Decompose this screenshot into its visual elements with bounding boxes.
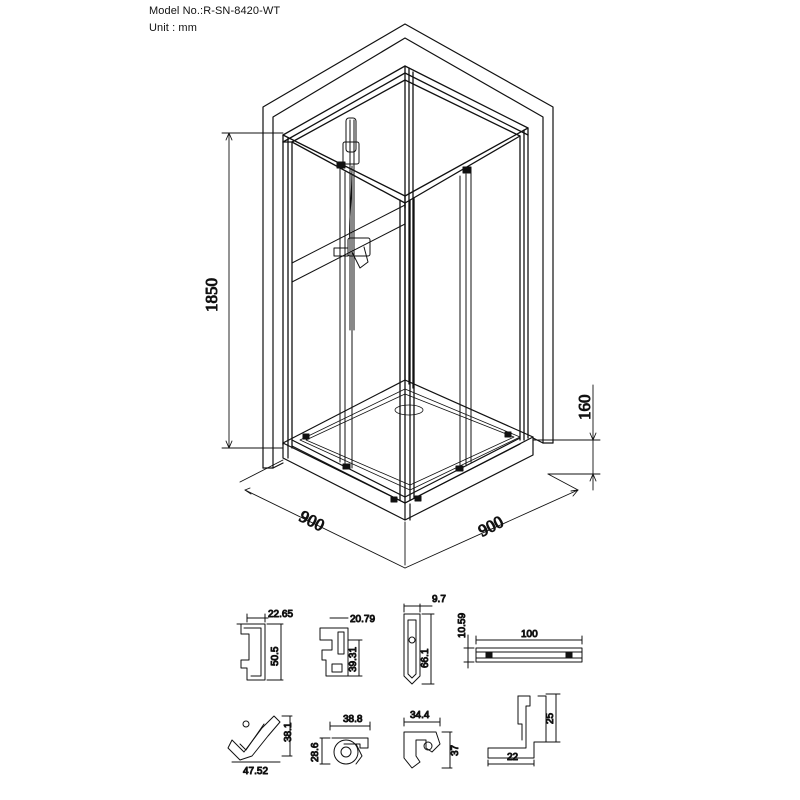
profile-8-dim-b: 22 (507, 752, 519, 763)
profile-7 (404, 718, 452, 768)
profile-8 (488, 694, 560, 766)
profile-1-dim-b: 50.5 (270, 646, 281, 666)
profile-4-dim-a: 10.59 (457, 612, 468, 638)
wall-outline (263, 24, 553, 468)
dimension-label-depth-left: 900 (296, 506, 328, 536)
dimension-label-tray-height: 160 (575, 394, 594, 420)
profile-1-dim-a: 22.65 (268, 609, 294, 620)
dimension-height (222, 133, 283, 448)
profile-6 (320, 722, 370, 764)
profile-7-dim-b: 37 (450, 744, 461, 756)
frame-posts (283, 66, 528, 503)
profile-5-dim-b: 47.52 (243, 766, 269, 777)
profile-4-dim-b: 100 (521, 629, 538, 640)
profile-6-dim-a: 38.8 (343, 714, 363, 725)
unit-label: Unit : mm (149, 22, 197, 34)
profile-2-dim-b: 39.31 (348, 646, 359, 672)
profile-7-dim-a: 34.4 (410, 710, 430, 721)
dimension-label-width-right: 900 (475, 512, 507, 541)
shower-fittings (292, 118, 405, 330)
profile-3-dim-a: 9.7 (432, 594, 446, 605)
profile-3 (404, 604, 434, 684)
profile-6-dim-b: 28.6 (310, 742, 321, 762)
dimension-label-height: 1850 (202, 278, 221, 312)
profile-8-dim-a: 25 (545, 712, 556, 724)
profile-2-dim-a: 20.79 (350, 614, 376, 625)
model-number: Model No.:R-SN-8420-WT (149, 5, 281, 17)
profile-5-dim-a: 38.1 (283, 722, 294, 742)
profile-3-dim-b: 66.1 (420, 648, 431, 668)
